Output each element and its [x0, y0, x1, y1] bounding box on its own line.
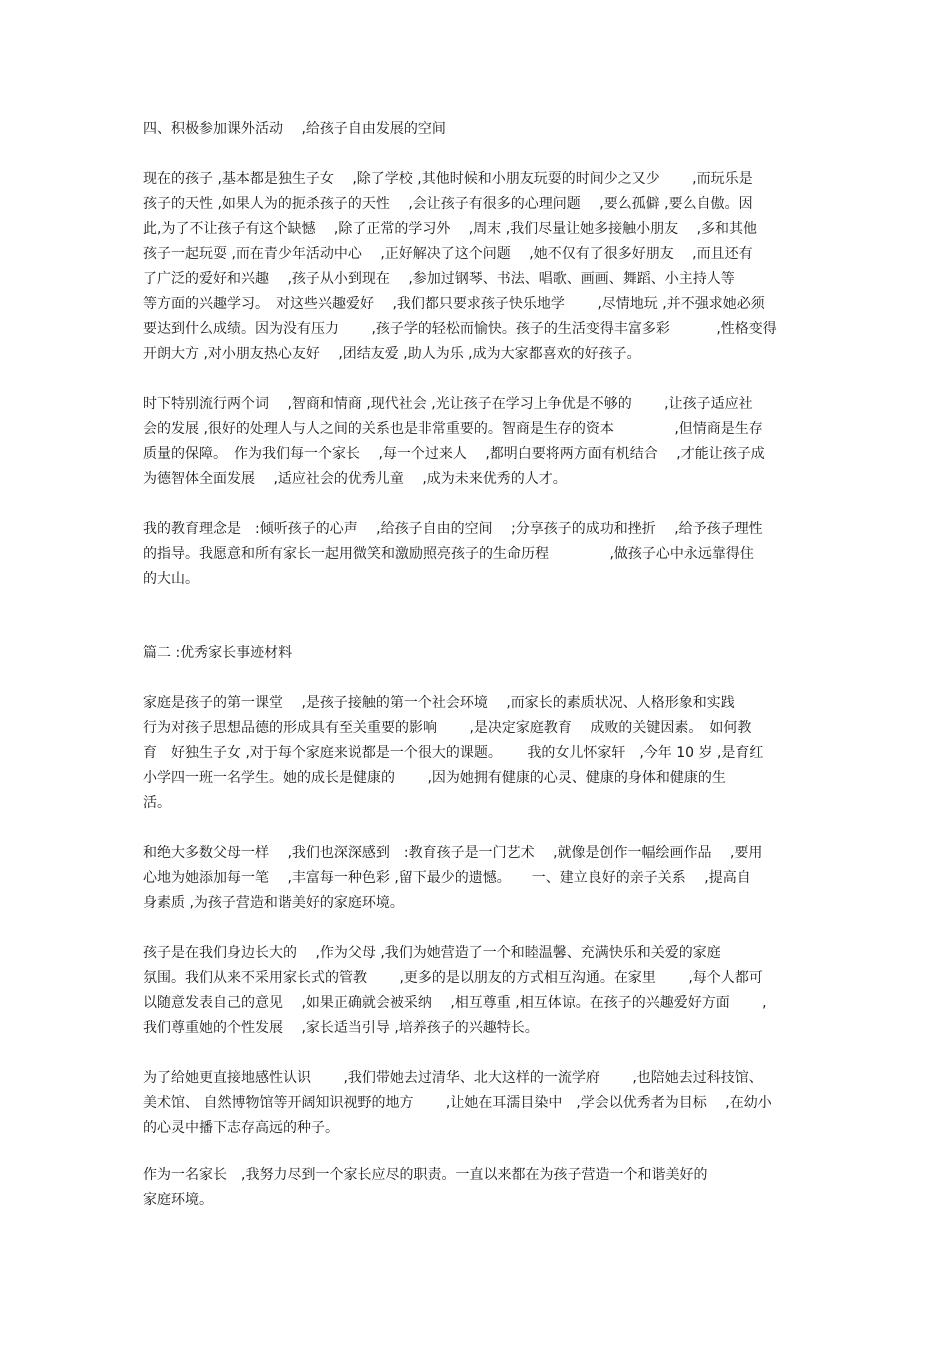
- paragraph-line: 质量的保障。 作为我们每一个家长 ,每一个过来人 ,都明白要将两方面有机结合 ,才能让孩子成: [143, 446, 765, 462]
- paragraph-line: 身素质 ,为孩子营造和谐美好的家庭环境。: [143, 895, 404, 911]
- paragraph-line: 家庭环境。: [143, 1192, 213, 1208]
- paragraph-line: 会的发展 ,很好的处理人与人之间的关系也是非常重要的。智商是生存的资本 ,但情商是生存: [143, 421, 763, 437]
- paragraph-line: 行为对孩子思想品德的形成具有至关重要的影响 ,是决定家庭教育 成败的关键因素。 如何教: [143, 720, 752, 736]
- paragraph-line: 氛围。我们从来不采用家长式的管教 ,更多的是以朋友的方式相互沟通。在家里 ,每个人都可: [143, 970, 763, 986]
- paragraph-line: 我们尊重她的个性发展 ,家长适当引导 ,培养孩子的兴趣特长。: [143, 1020, 539, 1036]
- paragraph-line: 我的教育理念是 :倾听孩子的心声 ,给孩子自由的空间 ;分享孩子的成功和挫折 ,给予孩子理性: [143, 521, 763, 537]
- paragraph-line: 小学四一班一名学生。她的成长是健康的 ,因为她拥有健康的心灵、健康的身体和健康的生: [143, 770, 726, 786]
- paragraph-line: 等方面的兴趣学习。 对这些兴趣爱好 ,我们都只要求孩子快乐地学 ,尽情地玩 ,并不强求她必须: [143, 296, 765, 312]
- section-heading: 篇二 :优秀家长事迹材料: [143, 645, 293, 661]
- paragraph-line: 活。: [143, 795, 171, 811]
- paragraph-line: 要达到什么成绩。因为没有压力 ,孩子学的轻松而愉快。孩子的生活变得丰富多彩 ,性格变得: [143, 321, 777, 337]
- paragraph-line: 时下特别流行两个词 ,智商和情商 ,现代社会 ,光让孩子在学习上争优是不够的 ,让孩子适应社: [143, 396, 753, 412]
- paragraph-line: 为德智体全面发展 ,适应社会的优秀儿童 ,成为未来优秀的人才。: [143, 471, 567, 487]
- paragraph-line: 的指导。我愿意和所有家长一起用微笑和激励照亮孩子的生命历程 ,做孩子心中永远靠得住: [143, 546, 754, 562]
- paragraph-line: 育 好独生子女 ,对于每个家庭来说都是一个很大的课题。 我的女儿怀家轩 ,今年 10 岁 ,是育红: [143, 745, 764, 761]
- paragraph-line: 此,为了不让孩子有这个缺憾 ,除了正常的学习外 ,周末 ,我们尽量让她多接触小朋友 ,多和其他: [143, 221, 758, 237]
- paragraph-line: 了广泛的爱好和兴趣 ,孩子从小到现在 ,参加过钢琴、书法、唱歌、画画、舞蹈、小主持人等: [143, 271, 735, 287]
- paragraph-line: 的大山。: [143, 571, 199, 587]
- paragraph-line: 孩子的天性 ,如果人为的扼杀孩子的天性 ,会让孩子有很多的心理问题 ,要么孤僻 ,要么自傲。因: [143, 196, 753, 212]
- paragraph-line: 的心灵中播下志存高远的种子。: [143, 1120, 339, 1136]
- paragraph-line: 现在的孩子 ,基本都是独生子女 ,除了学校 ,其他时候和小朋友玩耍的时间少之又少 ,而玩乐是: [143, 171, 753, 187]
- paragraph-line: 孩子一起玩耍 ,而在青少年活动中心 ,正好解决了这个问题 ,她不仅有了很多好朋友 ,而且还有: [143, 246, 753, 262]
- paragraph-line: 家庭是孩子的第一课堂 ,是孩子接触的第一个社会环境 ,而家长的素质状况、人格形象和实践: [143, 695, 735, 711]
- paragraph-line: 以随意发表自己的意见 ,如果正确就会被采纳 ,相互尊重 ,相互体谅。在孩子的兴趣爱好方面 ,: [143, 995, 767, 1011]
- paragraph-line: 开朗大方 ,对小朋友热心友好 ,团结友爱 ,助人为乐 ,成为大家都喜欢的好孩子。: [143, 346, 641, 362]
- paragraph-line: 和绝大多数父母一样 ,我们也深深感到 :教育孩子是一门艺术 ,就像是创作一幅绘画作品 ,要用: [143, 845, 763, 861]
- paragraph-line: 作为一名家长 ,我努力尽到一个家长应尽的职责。一直以来都在为孩子营造一个和谐美好的: [143, 1167, 708, 1183]
- paragraph-line: 孩子是在我们身边长大的 ,作为父母 ,我们为她营造了一个和睦温馨、充满快乐和关爱的家庭: [143, 945, 721, 961]
- paragraph-line: 美术馆、 自然博物馆等开阔知识视野的地方 ,让她在耳濡目染中 ,学会以优秀者为目标 ,在幼小: [143, 1095, 772, 1111]
- paragraph-line: 为了给她更直接地感性认识 ,我们带她去过清华、北大这样的一流学府 ,也陪她去过科技馆、: [143, 1070, 763, 1086]
- section-heading: 四、积极参加课外活动 ,给孩子自由发展的空间: [143, 121, 446, 137]
- paragraph-line: 心地为她添加每一笔 ,丰富每一种色彩 ,留下最少的遗憾。 一、建立良好的亲子关系 ,提高自: [143, 870, 751, 886]
